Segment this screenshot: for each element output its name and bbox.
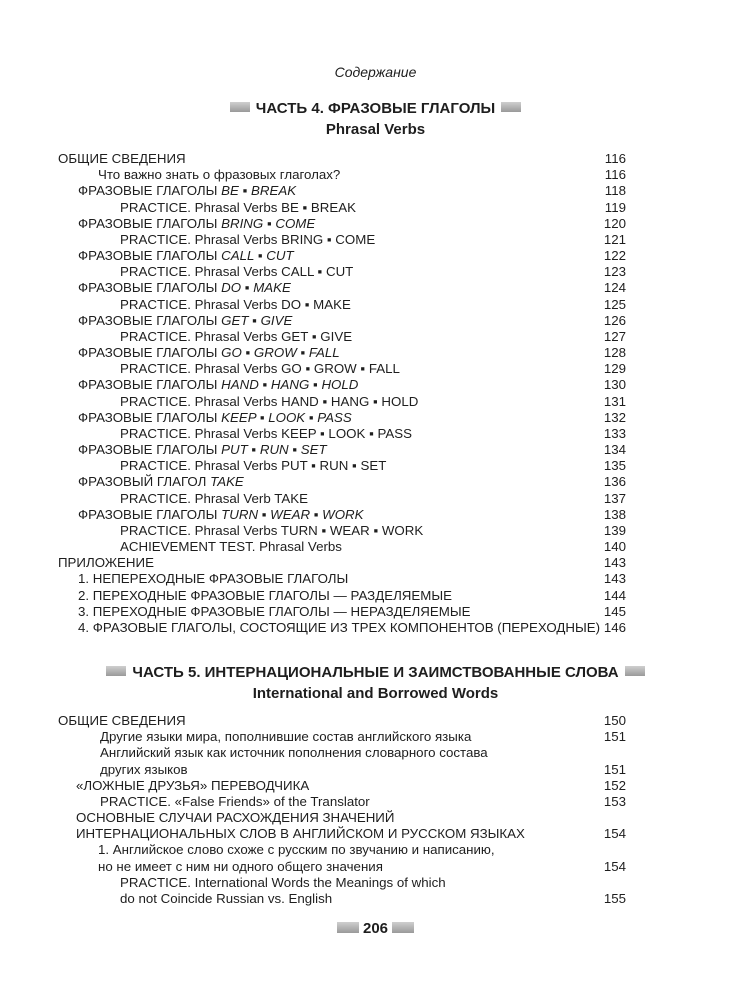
toc-entry-title xyxy=(78,345,340,361)
toc-entry-page: 139 xyxy=(603,522,626,538)
toc-entry-title xyxy=(120,539,342,555)
toc-entry-verbs: CALL ▪ CUT xyxy=(221,248,294,264)
toc-entry-page: 136 xyxy=(603,474,626,490)
toc-entry-page: 143 xyxy=(603,555,626,571)
toc-entry-title xyxy=(78,313,292,329)
toc-entry-title xyxy=(120,875,446,891)
toc-entry xyxy=(58,523,626,539)
toc-entry-verbs: PUT ▪ RUN ▪ SET xyxy=(221,442,327,458)
toc-entry-title xyxy=(98,842,495,858)
toc-entry-title xyxy=(120,200,356,216)
toc-entry-verbs: BE ▪ BREAK xyxy=(221,183,297,199)
toc-entry xyxy=(58,762,626,778)
toc-entry-page: 138 xyxy=(603,506,626,522)
toc-entry xyxy=(58,442,626,458)
toc-entry-title xyxy=(78,280,291,296)
toc-entry-title xyxy=(120,458,386,474)
toc-entry-title-text: PRACTICE. Phrasal Verbs CALL ▪ CUT xyxy=(120,264,354,280)
toc-entry xyxy=(58,875,626,891)
toc-entry-title xyxy=(78,571,348,587)
toc-entry-page: 121 xyxy=(603,231,626,247)
toc-entry-title xyxy=(120,329,352,345)
toc-entry-page: 135 xyxy=(603,458,626,474)
part5-title-text: ЧАСТЬ 5. ИНТЕРНАЦИОНАЛЬНЫЕ И ЗАИМСТВОВАННЫЕ СЛОВА xyxy=(132,664,619,681)
toc-entry-title-text: 1. Английское слово схоже с русским по звучанию и написанию, xyxy=(98,842,495,858)
toc-entry xyxy=(58,264,626,280)
toc-entry xyxy=(58,248,626,264)
toc-entry-title-text: PRACTICE. Phrasal Verbs TURN ▪ WEAR ▪ WORK xyxy=(120,522,424,538)
toc-entry-title xyxy=(98,859,383,875)
toc-entry-page: 128 xyxy=(603,345,626,361)
toc-entry-title-text: ФРАЗОВЫЕ ГЛАГОЛЫ xyxy=(78,312,218,328)
toc-entry-title xyxy=(120,891,332,907)
toc-entry-page: 140 xyxy=(603,539,626,555)
toc-entry-page: 132 xyxy=(603,409,626,425)
toc-entry-page: 143 xyxy=(603,571,626,587)
toc-entry-title xyxy=(120,264,353,280)
part4-toc-list xyxy=(58,151,626,636)
toc-entry-title-text: ОБЩИЕ СВЕДЕНИЯ xyxy=(58,151,186,166)
toc-entry-title xyxy=(78,183,296,199)
toc-entry xyxy=(58,491,626,507)
toc-entry-title xyxy=(120,232,375,248)
toc-entry-page: 129 xyxy=(603,361,626,377)
toc-entry-title-text: PRACTICE. «False Friends» of the Translator xyxy=(100,793,370,809)
toc-entry-title xyxy=(120,361,400,377)
toc-entry xyxy=(58,426,626,442)
toc-entry-page: 116 xyxy=(604,151,626,166)
toc-entry xyxy=(58,183,626,199)
toc-entry xyxy=(58,842,626,858)
toc-entry-page: 127 xyxy=(603,328,626,344)
toc-entry-title-text: PRACTICE. Phrasal Verbs HAND ▪ HANG ▪ HOLD xyxy=(120,393,419,409)
toc-entry-page: 116 xyxy=(604,167,626,183)
toc-entry-title-text: 3. ПЕРЕХОДНЫЕ ФРАЗОВЫЕ ГЛАГОЛЫ — НЕРАЗДЕЛЯЕМЫЕ xyxy=(78,603,471,619)
toc-entry-verbs: GET ▪ GIVE xyxy=(221,312,293,328)
toc-entry-page: 151 xyxy=(603,761,626,777)
toc-entry-title xyxy=(76,778,309,794)
toc-entry-title-text: PRACTICE. Phrasal Verbs GO ▪ GROW ▪ FALL xyxy=(120,361,400,377)
square-ornament-icon xyxy=(337,922,359,933)
toc-entry-title xyxy=(120,491,308,507)
toc-entry-title xyxy=(58,555,154,571)
toc-entry-page: 150 xyxy=(603,713,626,728)
toc-entry xyxy=(58,394,626,410)
toc-entry-verbs: DO ▪ MAKE xyxy=(221,280,291,296)
toc-entry-title-text: ОБЩИЕ СВЕДЕНИЯ xyxy=(58,713,186,728)
toc-entry-page: 126 xyxy=(603,312,626,328)
toc-entry-verbs: TURN ▪ WEAR ▪ WORK xyxy=(221,506,364,522)
toc-entry-title-text: PRACTICE. Phrasal Verbs DO ▪ MAKE xyxy=(120,296,351,312)
toc-entry xyxy=(58,826,626,842)
toc-entry-title-text: ФРАЗОВЫЕ ГЛАГОЛЫ xyxy=(78,409,218,425)
toc-entry xyxy=(58,232,626,248)
toc-entry-page: 152 xyxy=(603,777,626,793)
toc-entry-title-text: 2. ПЕРЕХОДНЫЕ ФРАЗОВЫЕ ГЛАГОЛЫ — РАЗДЕЛЯЕМЫЕ xyxy=(78,587,452,603)
toc-entry-page: 134 xyxy=(603,442,626,458)
toc-entry xyxy=(58,891,626,907)
toc-entry-title-text: do not Coincide Russian vs. English xyxy=(120,890,333,906)
toc-entry-page: 154 xyxy=(603,858,626,874)
toc-entry-title xyxy=(100,762,188,778)
toc-entry-title xyxy=(78,410,352,426)
toc-entry-title-text: ФРАЗОВЫЕ ГЛАГОЛЫ xyxy=(78,248,218,264)
toc-entry xyxy=(58,778,626,794)
toc-entry-page: 119 xyxy=(604,199,626,215)
toc-entry-page: 118 xyxy=(604,183,626,199)
toc-entry-page: 153 xyxy=(603,793,626,809)
toc-entry-title-text: ФРАЗОВЫЙ ГЛАГОЛ xyxy=(78,474,207,490)
toc-entry-title xyxy=(78,620,600,636)
toc-entry-title xyxy=(58,713,186,729)
toc-entry-title xyxy=(120,523,423,539)
toc-entry-title xyxy=(78,588,452,604)
toc-entry xyxy=(58,167,626,183)
toc-entry-title xyxy=(120,394,418,410)
toc-entry-page: 137 xyxy=(603,490,626,506)
toc-entry-title-text: ОСНОВНЫЕ СЛУЧАИ РАСХОЖДЕНИЯ ЗНАЧЕНИЙ xyxy=(76,810,395,826)
toc-entry xyxy=(58,745,626,761)
toc-entry-title-text: ФРАЗОВЫЕ ГЛАГОЛЫ xyxy=(78,506,218,522)
page-number: 206 xyxy=(362,920,389,937)
toc-entry xyxy=(58,216,626,232)
toc-entry xyxy=(58,810,626,826)
toc-entry-title-text: но не имеет с ним ни одного общего значения xyxy=(98,858,383,874)
toc-entry xyxy=(58,507,626,523)
toc-entry xyxy=(58,151,626,167)
toc-entry xyxy=(58,729,626,745)
toc-entry xyxy=(58,588,626,604)
toc-entry-title-text: PRACTICE. Phrasal Verbs GET ▪ GIVE xyxy=(120,328,353,344)
toc-entry-page: 131 xyxy=(603,393,626,409)
part4-title-text: ЧАСТЬ 4. ФРАЗОВЫЕ ГЛАГОЛЫ xyxy=(255,100,496,117)
toc-entry-title xyxy=(58,151,186,167)
toc-entry-title-text: Другие языки мира, пополнившие состав английского языка xyxy=(100,729,472,745)
part4-subtitle: Phrasal Verbs xyxy=(325,121,426,138)
toc-entry-title-text: ФРАЗОВЫЕ ГЛАГОЛЫ xyxy=(78,442,218,458)
toc-entry xyxy=(58,458,626,474)
toc-entry-title xyxy=(120,426,412,442)
part5-title xyxy=(0,664,751,681)
square-ornament-icon xyxy=(501,102,521,112)
toc-entry-verbs: HAND ▪ HANG ▪ HOLD xyxy=(221,377,359,393)
toc-entry xyxy=(58,604,626,620)
toc-entry-title xyxy=(78,604,470,620)
toc-entry-title-text: ФРАЗОВЫЕ ГЛАГОЛЫ xyxy=(78,183,218,199)
toc-entry xyxy=(58,410,626,426)
toc-entry-page: 154 xyxy=(603,826,626,842)
toc-entry-title-text: PRACTICE. International Words the Meanings of which xyxy=(120,874,446,890)
toc-entry-title xyxy=(78,377,358,393)
toc-entry-title-text: ФРАЗОВЫЕ ГЛАГОЛЫ xyxy=(78,280,218,296)
toc-entry-title-text: PRACTICE. Phrasal Verb TAKE xyxy=(120,490,308,506)
toc-entry-title-text: PRACTICE. Phrasal Verbs BRING ▪ COME xyxy=(120,231,376,247)
toc-entry-page: 125 xyxy=(603,296,626,312)
toc-entry xyxy=(58,859,626,875)
part5-subtitle: International and Borrowed Words xyxy=(252,685,499,702)
toc-entry-page: 123 xyxy=(603,264,626,280)
square-ornament-icon xyxy=(106,666,126,676)
toc-entry-title-text: других языков xyxy=(100,761,188,777)
toc-entry-title-text: Что важно знать о фразовых глаголах? xyxy=(98,167,341,183)
toc-entry-title-text: ФРАЗОВЫЕ ГЛАГОЛЫ xyxy=(78,215,218,231)
toc-entry-title-text: ФРАЗОВЫЕ ГЛАГОЛЫ xyxy=(78,377,218,393)
toc-entry-title-text: «ЛОЖНЫЕ ДРУЗЬЯ» ПЕРЕВОДЧИКА xyxy=(76,777,310,793)
toc-entry xyxy=(58,280,626,296)
toc-entry-page: 130 xyxy=(603,377,626,393)
toc-entry-title xyxy=(78,474,244,490)
toc-entry xyxy=(58,361,626,377)
toc-entry-verbs: TAKE xyxy=(210,474,244,490)
toc-entry-verbs: KEEP ▪ LOOK ▪ PASS xyxy=(221,409,352,425)
toc-entry-page: 144 xyxy=(603,587,626,603)
toc-entry xyxy=(58,297,626,313)
toc-entry-title xyxy=(76,810,394,826)
toc-entry-page: 146 xyxy=(603,619,626,635)
page-footer xyxy=(0,920,751,937)
toc-entry-page: 122 xyxy=(603,248,626,264)
toc-entry-title-text: 4. ФРАЗОВЫЕ ГЛАГОЛЫ, СОСТОЯЩИЕ ИЗ ТРЕХ КОМПОНЕНТОВ (ПЕРЕХОДНЫЕ) xyxy=(78,619,601,635)
toc-entry-title-text: PRACTICE. Phrasal Verbs BE ▪ BREAK xyxy=(120,199,357,215)
toc-entry-title-text: ПРИЛОЖЕНИЕ xyxy=(58,555,154,571)
toc-entry-title xyxy=(120,297,351,313)
square-ornament-icon xyxy=(230,102,250,112)
toc-entry-title xyxy=(78,216,315,232)
toc-entry-title-text: PRACTICE. Phrasal Verbs KEEP ▪ LOOK ▪ PASS xyxy=(120,425,412,441)
toc-entry xyxy=(58,555,626,571)
toc-entry xyxy=(58,571,626,587)
toc-entry-title-text: ИНТЕРНАЦИОНАЛЬНЫХ СЛОВ В АНГЛИЙСКОМ И РУССКОМ ЯЗЫКАХ xyxy=(76,826,525,842)
toc-entry-title xyxy=(76,826,525,842)
toc-entry xyxy=(58,713,626,729)
toc-entry xyxy=(58,620,626,636)
toc-entry-title xyxy=(78,442,327,458)
toc-entry-page: 151 xyxy=(603,729,626,745)
part4-title xyxy=(0,100,751,117)
toc-entry-title xyxy=(78,248,294,264)
toc-entry xyxy=(58,313,626,329)
toc-entry-verbs: BRING ▪ COME xyxy=(221,215,316,231)
toc-entry xyxy=(58,345,626,361)
toc-entry-title-text: Английский язык как источник пополнения словарного состава xyxy=(100,745,488,761)
toc-entry-title xyxy=(78,507,364,523)
toc-entry-page: 133 xyxy=(603,425,626,441)
toc-entry xyxy=(58,539,626,555)
toc-entry xyxy=(58,329,626,345)
toc-entry-title xyxy=(98,167,340,183)
running-header: Содержание xyxy=(334,64,417,80)
toc-entry-page: 145 xyxy=(603,603,626,619)
toc-entry xyxy=(58,794,626,810)
toc-entry xyxy=(58,377,626,393)
toc-entry-title xyxy=(100,729,471,745)
toc-entry xyxy=(58,200,626,216)
square-ornament-icon xyxy=(625,666,645,676)
toc-entry xyxy=(58,474,626,490)
toc-entry-title xyxy=(100,745,488,761)
part5-toc-list xyxy=(58,713,626,907)
toc-entry-title-text: 1. НЕПЕРЕХОДНЫЕ ФРАЗОВЫЕ ГЛАГОЛЫ xyxy=(78,571,349,587)
toc-entry-title-text: PRACTICE. Phrasal Verbs PUT ▪ RUN ▪ SET xyxy=(120,458,387,474)
toc-entry-title xyxy=(100,794,370,810)
toc-entry-page: 120 xyxy=(603,215,626,231)
square-ornament-icon xyxy=(392,922,414,933)
toc-entry-verbs: GO ▪ GROW ▪ FALL xyxy=(221,345,340,361)
toc-entry-page: 155 xyxy=(603,890,626,906)
toc-entry-title-text: ФРАЗОВЫЕ ГЛАГОЛЫ xyxy=(78,345,218,361)
toc-entry-page: 124 xyxy=(603,280,626,296)
toc-entry-title-text: ACHIEVEMENT TEST. Phrasal Verbs xyxy=(120,539,342,555)
